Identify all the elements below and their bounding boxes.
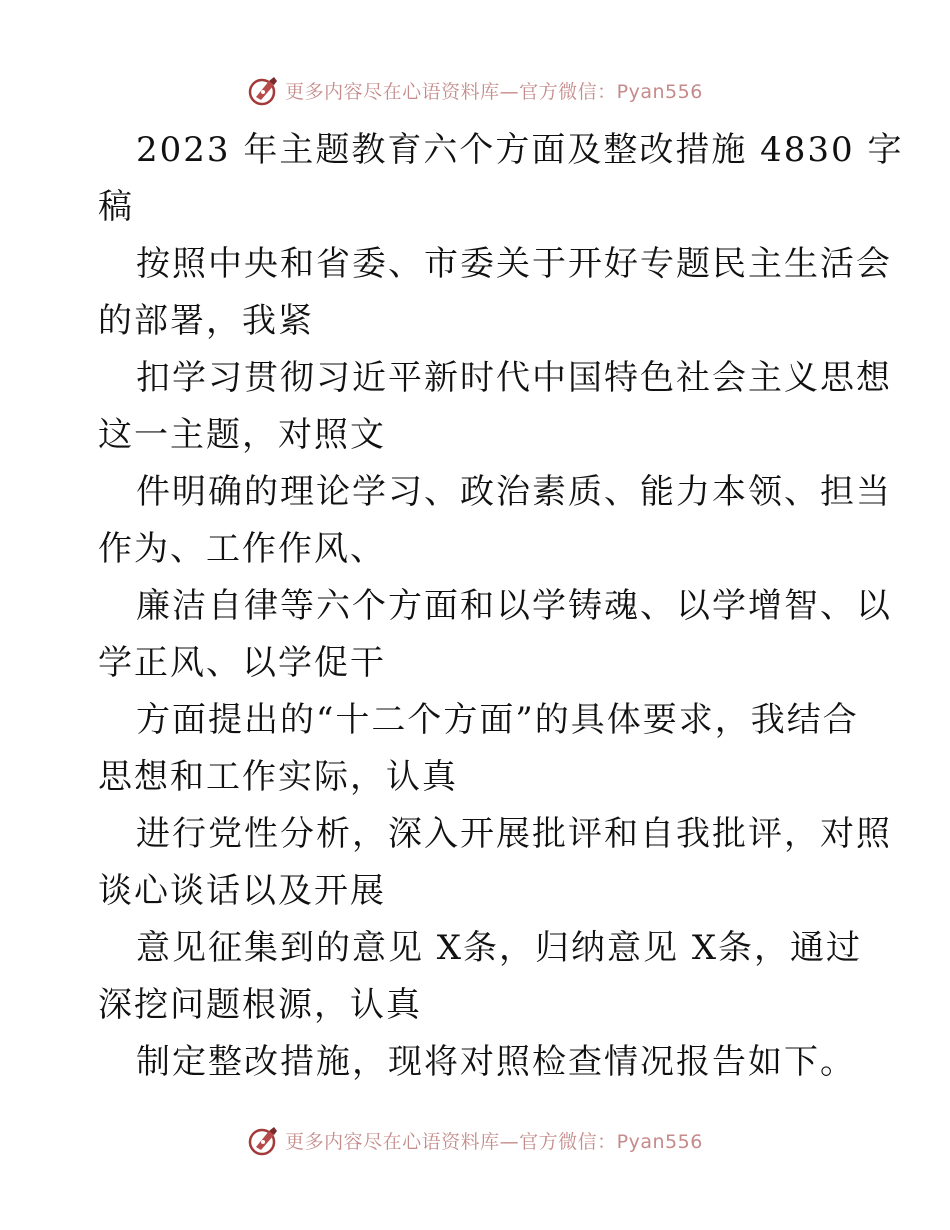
text-line: 作为、工作作风、 [98,529,386,569]
text-line: 这一主题，对照文 [98,415,386,455]
text-line: 方面提出的“十二个方面”的具体要求，我结合 [136,700,859,740]
text-line: 意见征集到的意见 X条，归纳意见 X条，通过 [136,928,863,968]
text-line: 扣学习贯彻习近平新时代中国特色社会主义思想 [136,358,892,398]
text-line: 按照中央和省委、市委关于开好专题民主生活会 [136,244,892,284]
header-watermark [0,70,950,110]
text-line: 稿 [98,187,134,227]
pen-nib-logo-icon [247,1123,281,1157]
footer-watermark [0,1120,950,1160]
text-line: 思想和工作实际，认真 [98,757,458,797]
text-line: 深挖问题根源，认真 [98,985,422,1025]
text-line: 制定整改措施，现将对照检查情况报告如下。 [136,1042,856,1082]
text-line: 学正风、以学促干 [98,643,386,683]
text-line: 谈心谈话以及开展 [98,871,386,911]
pen-nib-logo-icon [247,73,281,107]
text-line: 件明确的理论学习、政治素质、能力本领、担当 [136,472,892,512]
text-line: 的部署，我紧 [98,301,314,341]
text-line: 廉洁自律等六个方面和以学铸魂、以学增智、以 [136,586,892,626]
watermark-text: 更多内容尽在心语资料库—官方微信：Pyan556 [285,1130,703,1153]
text-line: 进行党性分析，深入开展批评和自我批评，对照 [136,814,892,854]
watermark-text: 更多内容尽在心语资料库—官方微信：Pyan556 [285,80,703,103]
text-line: 2023 年主题教育六个方面及整改措施 4830 字 [136,130,904,170]
document-body [98,122,904,1091]
